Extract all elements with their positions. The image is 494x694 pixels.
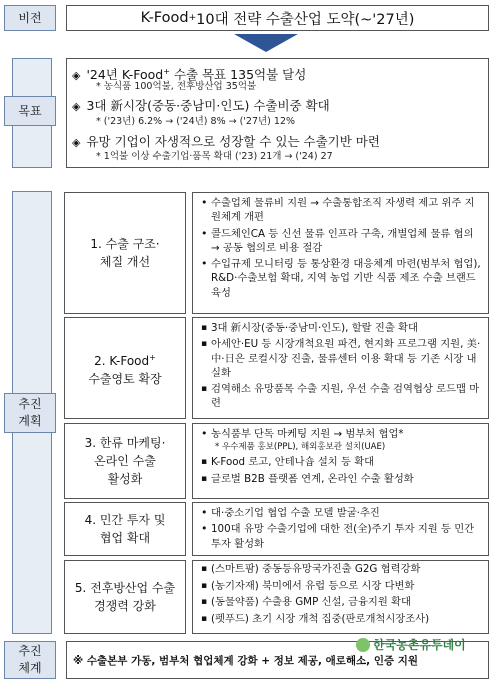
strategy-3-title: 3. 한류 마케팅· 온라인 수출 활성화	[64, 423, 186, 499]
watermark-logo-icon	[356, 638, 370, 652]
goal-2-note: * ('23년) 6.2% → ('24년) 8% → ('27년) 12%	[96, 116, 296, 127]
diamond-icon: ◈	[72, 100, 81, 113]
list-item: • 수출업체 물류비 지원 → 수출통합조직 자생력 제고 위주 지원체계 개편	[201, 196, 482, 225]
list-item: • 콜드체인CA 등 신선 물류 인프라 구축, 개별업체 물류 협의 → 공동 협의로 비용 절감	[201, 227, 482, 256]
vision-box	[66, 5, 489, 31]
down-arrow-icon	[234, 34, 298, 52]
strategy-4-detail	[192, 502, 489, 556]
strategy-label: 추진 계획	[4, 393, 56, 433]
diamond-icon: ◈	[72, 136, 81, 149]
list-item: ▪ K-Food 로고, 안테나숍 설치 등 확대	[201, 455, 482, 469]
strategy-1-detail	[192, 192, 489, 314]
goal-3-note: * 1억불 이상 수출기업·품목 확대 ('23) 21개 → ('24) 27	[96, 151, 333, 162]
list-item: • 수입규제 모니터링 등 통상환경 대응체계 마련(범부처 협업), R&D·수출보험 확대, 지역 농업 기반 식품 제조 수출 브랜드 육성	[201, 257, 482, 300]
goal-1-note: * 농식품 100억불, 전후방산업 35억불	[96, 81, 257, 92]
list-item: ▪ (동물약품) 수출용 GMP 신설, 금융지원 확대	[201, 596, 482, 610]
strategy-2-detail	[192, 317, 489, 419]
list-item: ▪ 아세안·EU 등 시장개척요원 파견, 현지화 프로그램 지원, 美·中·日은 로컬시장 진출, 물류센터 이용 확대 등 기존 시장 내실화	[201, 337, 482, 380]
goal-1: ◈ '24년 K-Food+ 수출 목표 135억불 달성	[72, 67, 307, 82]
vision-text-post: 10대 전략 수출산업 도약(~'27년)	[196, 11, 415, 28]
goal-2: ◈ 3대 新시장(중동·중남미·인도) 수출비중 확대	[72, 98, 330, 113]
goal-3: ◈ 유망 기업이 자생적으로 성장할 수 있는 수출기반 마련	[72, 134, 380, 149]
vision-sup: +	[188, 13, 197, 23]
strategy-3-detail	[192, 423, 489, 499]
goal-label: 목표	[4, 96, 56, 126]
strategy-5-detail	[192, 560, 489, 634]
strategy-2-title: 2. K-Food+ 수출영토 확장	[64, 317, 186, 419]
strategy-2-sup: +	[149, 352, 156, 362]
system-label: 추진 체계	[4, 641, 56, 679]
vision-text-pre: K-Food	[140, 10, 189, 26]
vision-label: 비전	[4, 5, 56, 31]
list-item: • 대·중소기업 협업 수출 모델 발굴·추진	[201, 506, 482, 520]
list-item: ▪ 글로벌 B2B 플랫폼 연계, 온라인 수출 활성화	[201, 472, 482, 486]
list-note: * 우수제품 홍보(PPL), 해외홍보관 설치(UAE)	[215, 442, 386, 453]
list-item: ▪ 3대 新시장(중동·중남미·인도), 할랄 진출 확대	[201, 321, 482, 335]
strategy-1-title: 1. 수출 구조· 체질 개선	[64, 192, 186, 314]
list-item: • 100대 유망 수출기업에 대한 전(全)주기 투자 지원 등 민간 투자 활성화	[201, 522, 482, 551]
strategy-4-title: 4. 민간 투자 및 협업 확대	[64, 502, 186, 556]
list-item: • 농식품부 단독 마케팅 지원 → 범부처 협업*	[201, 427, 482, 441]
watermark-text: 한국농촌유투데이	[373, 638, 466, 652]
list-item: ▪ 검역해소 유망품목 수출 지원, 우선 수출 검역협상 로드맵 마련	[201, 382, 482, 411]
system-text: ※ 수출본부 가동, 범부처 협업체계 강화 + 정보 제공, 애로해소, 인증 지원	[73, 654, 419, 667]
watermark	[356, 636, 466, 653]
list-item: ▪ (펫푸드) 초기 시장 개척 집중(판로개척시장조사)	[201, 613, 482, 627]
strategy-5-title: 5. 전후방산업 수출 경쟁력 강화	[64, 560, 186, 634]
list-item: ▪ (농기자재) 북미에서 유럽 등으로 시장 다변화	[201, 580, 482, 594]
diamond-icon: ◈	[72, 69, 81, 82]
list-item: ▪ (스마트팜) 중동등유망국가진출 G2G 협력강화	[201, 563, 482, 577]
